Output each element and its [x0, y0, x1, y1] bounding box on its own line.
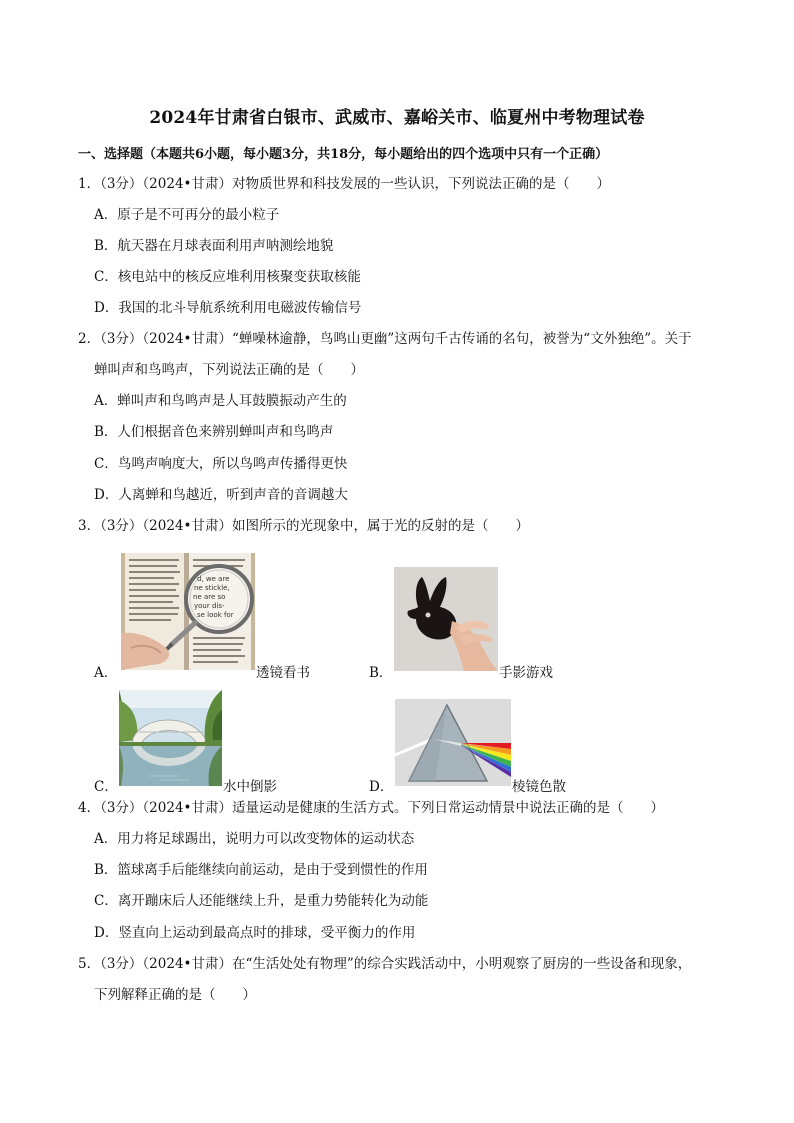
- q3-stem: 3．（3分）（2024•甘肃）如图所示的光现象中，属于光的反射的是（ ）: [78, 518, 529, 534]
- section-heading: 一、选择题（本题共6小题，每小题3分，共18分，每小题给出的四个选项中只有一个正确）: [78, 147, 609, 162]
- q4-option-b[interactable]: B．篮球离手后能继续向前运动，是由于受到惯性的作用: [94, 862, 428, 878]
- q3-option-a-letter[interactable]: A．: [94, 665, 118, 681]
- q5-stem: 5．（3分）（2024•甘肃）在“生活处处有物理”的综合实践活动中，小明观察了厨房的一些设备和现象，: [78, 956, 692, 972]
- q4-option-a[interactable]: A．用力将足球踢出，说明力可以改变物体的运动状态: [94, 831, 415, 847]
- book-text-2: ne stickle,: [194, 584, 230, 592]
- q3-option-c-letter[interactable]: C．: [94, 779, 118, 795]
- q3-option-b-letter[interactable]: B．: [369, 665, 393, 681]
- prism-dispersion-image: [395, 699, 511, 786]
- q2-option-b[interactable]: B．人们根据音色来辨别蝉叫声和鸟鸣声: [94, 424, 334, 440]
- q2-stem: 2．（3分）（2024•甘肃）“蝉噪林逾静，鸟鸣山更幽”这两句千古传诵的名句，被誉为“文外独绝”。关于: [78, 331, 692, 347]
- bridge-reflection-image: [119, 690, 222, 786]
- q1-option-c[interactable]: C．核电站中的核反应堆利用核聚变获取核能: [94, 269, 361, 285]
- q3-option-a-caption: 透镜看书: [256, 665, 310, 681]
- hand-shadow-image: [394, 567, 498, 671]
- book-text-1: d, we are: [197, 575, 230, 583]
- q5-stem-continued: 下列解释正确的是（ ）: [94, 987, 256, 1003]
- q3-option-c-caption: 水中倒影: [223, 779, 277, 795]
- q4-stem: 4．（3分）（2024•甘肃）适量运动是健康的生活方式。下列日常运动情景中说法正确的是（ ）: [78, 800, 664, 816]
- q4-option-c[interactable]: C．离开蹦床后人还能继续上升，是重力势能转化为动能: [94, 893, 429, 909]
- book-text-3: ne are so: [193, 593, 226, 601]
- q2-option-d[interactable]: D．人离蝉和鸟越近，听到声音的音调越大: [94, 487, 348, 503]
- exam-title: 2024年甘肃省白银市、武威市、嘉峪关市、临夏州中考物理试卷: [149, 108, 645, 128]
- svg-text:d, we are ne stickle,: [193, 575, 234, 619]
- q2-stem-continued: 蝉叫声和鸟鸣声，下列说法正确的是（ ）: [94, 362, 364, 378]
- q3-option-d-caption: 棱镜色散: [512, 779, 566, 795]
- q2-option-c[interactable]: C．鸟鸣声响度大，所以鸟鸣声传播得更快: [94, 456, 348, 472]
- q3-option-d-letter[interactable]: D．: [369, 779, 394, 795]
- q3-option-b-caption: 手影游戏: [499, 665, 553, 681]
- q1-stem: 1．（3分）（2024•甘肃）对物质世界和科技发展的一些认识，下列说法正确的是（ ）: [78, 176, 610, 192]
- book-text-5: se look for: [197, 611, 234, 619]
- q1-option-d[interactable]: D．我国的北斗导航系统利用电磁波传输信号: [94, 300, 362, 316]
- q1-option-a[interactable]: A．原子是不可再分的最小粒子: [94, 207, 280, 223]
- q2-option-a[interactable]: A．蝉叫声和鸟鸣声是人耳鼓膜振动产生的: [94, 393, 347, 409]
- book-text-4: your dis-: [194, 602, 225, 610]
- q4-option-d[interactable]: D．竖直向上运动到最高点时的排球，受平衡力的作用: [94, 925, 416, 941]
- q1-option-b[interactable]: B．航天器在月球表面利用声呐测绘地貌: [94, 238, 334, 254]
- magnifier-book-image: [121, 553, 255, 670]
